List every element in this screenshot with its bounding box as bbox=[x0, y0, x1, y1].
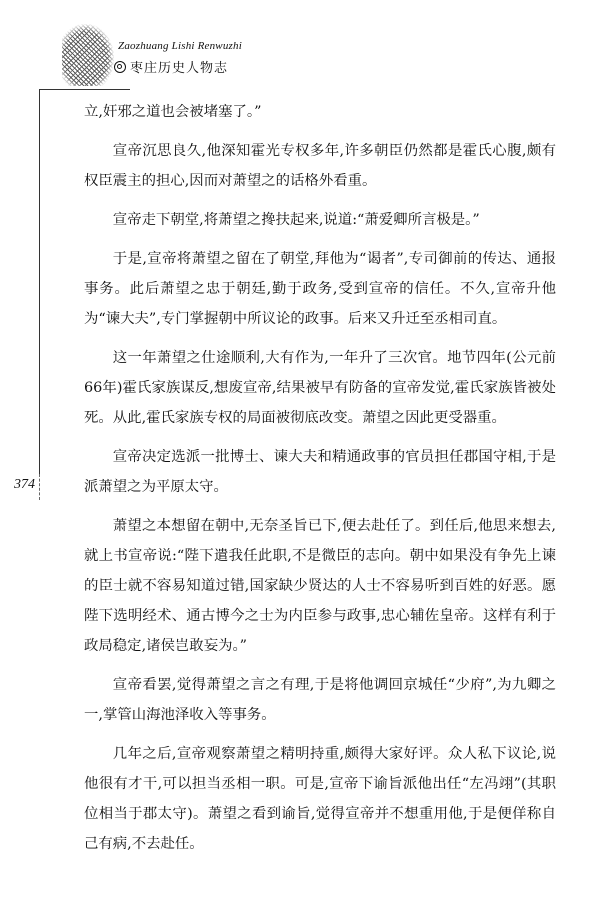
paragraph: 几年之后,宣帝观察萧望之精明持重,颇得大家好评。众人私下议论,说他很有才干,可以担当丞相一职。可是,宣帝下谕旨派他出任“左冯翊”(其职位相当于郡太守)。萧望之看到谕旨,觉得宣帝并不想重用他,于是便佯称自己有病,不去赴任。 bbox=[84, 746, 556, 852]
page-number: 374 bbox=[14, 477, 35, 492]
paragraph: 这一年萧望之仕途顺利,大有作为,一年升了三次官。地节四年(公元前66年)霍氏家族谋反,想废宣帝,结果被早有防备的宣帝发觉,霍氏家族皆被处死。从此,霍氏家族专权的局面被彻底改变。萧望之因此更受器重。 bbox=[84, 350, 556, 426]
circle-ornament-icon bbox=[114, 61, 126, 73]
paragraph: 于是,宣帝将萧望之留在了朝堂,拜他为“谒者”,专司御前的传达、通报事务。此后萧望之忠于朝廷,勤于政务,受到宣帝的信任。不久,宣帝升他为“谏大夫”,专门掌握朝中所议论的政事。后来又升迁至丞相司直。 bbox=[84, 251, 556, 327]
paragraph: 宣帝看罢,觉得萧望之言之有理,于是将他调回京城任“少府”,为九卿之一,掌管山海池泽收入等事务。 bbox=[84, 677, 556, 723]
header-english-title: Zaozhuang Lishi Renwuzhi bbox=[118, 40, 242, 52]
header-chinese-line bbox=[114, 57, 228, 76]
header-rule bbox=[40, 89, 130, 90]
portrait-vignette bbox=[62, 24, 114, 86]
paragraph: 立,奸邪之道也会被堵塞了。” bbox=[84, 104, 262, 120]
header-chinese-title: 枣庄历史人物志 bbox=[130, 61, 229, 76]
margin-rule bbox=[39, 89, 40, 474]
paragraph: 萧望之本想留在朝中,无奈圣旨已下,便去赴任了。到任后,他思来想去,就上书宣帝说:“陛下遣我任此职,不是微臣的志向。朝中如果没有争先上谏的臣士就不容易知道过错,国家缺少贤达的人士不容易听到百姓的好恶。愿陛下选明经术、通古博今之士为内臣参与政事,忠心辅佐皇帝。这样有利于政局稳定,诸侯岂敢妄为。” bbox=[84, 518, 556, 654]
body-text bbox=[84, 97, 556, 868]
paragraph: 宣帝走下朝堂,将萧望之搀扶起来,说道:“萧爱卿所言极是。” bbox=[112, 212, 480, 228]
running-header bbox=[62, 20, 322, 90]
paragraph: 宣帝沉思良久,他深知霍光专权多年,许多朝臣仍然都是霍氏心腹,颇有权臣震主的担心,因而对萧望之的话格外看重。 bbox=[84, 143, 556, 189]
paragraph: 宣帝决定选派一批博士、谏大夫和精通政事的官员担任郡国守相,于是派萧望之为平原太守。 bbox=[84, 449, 556, 495]
margin-rule-dashed bbox=[39, 474, 40, 500]
